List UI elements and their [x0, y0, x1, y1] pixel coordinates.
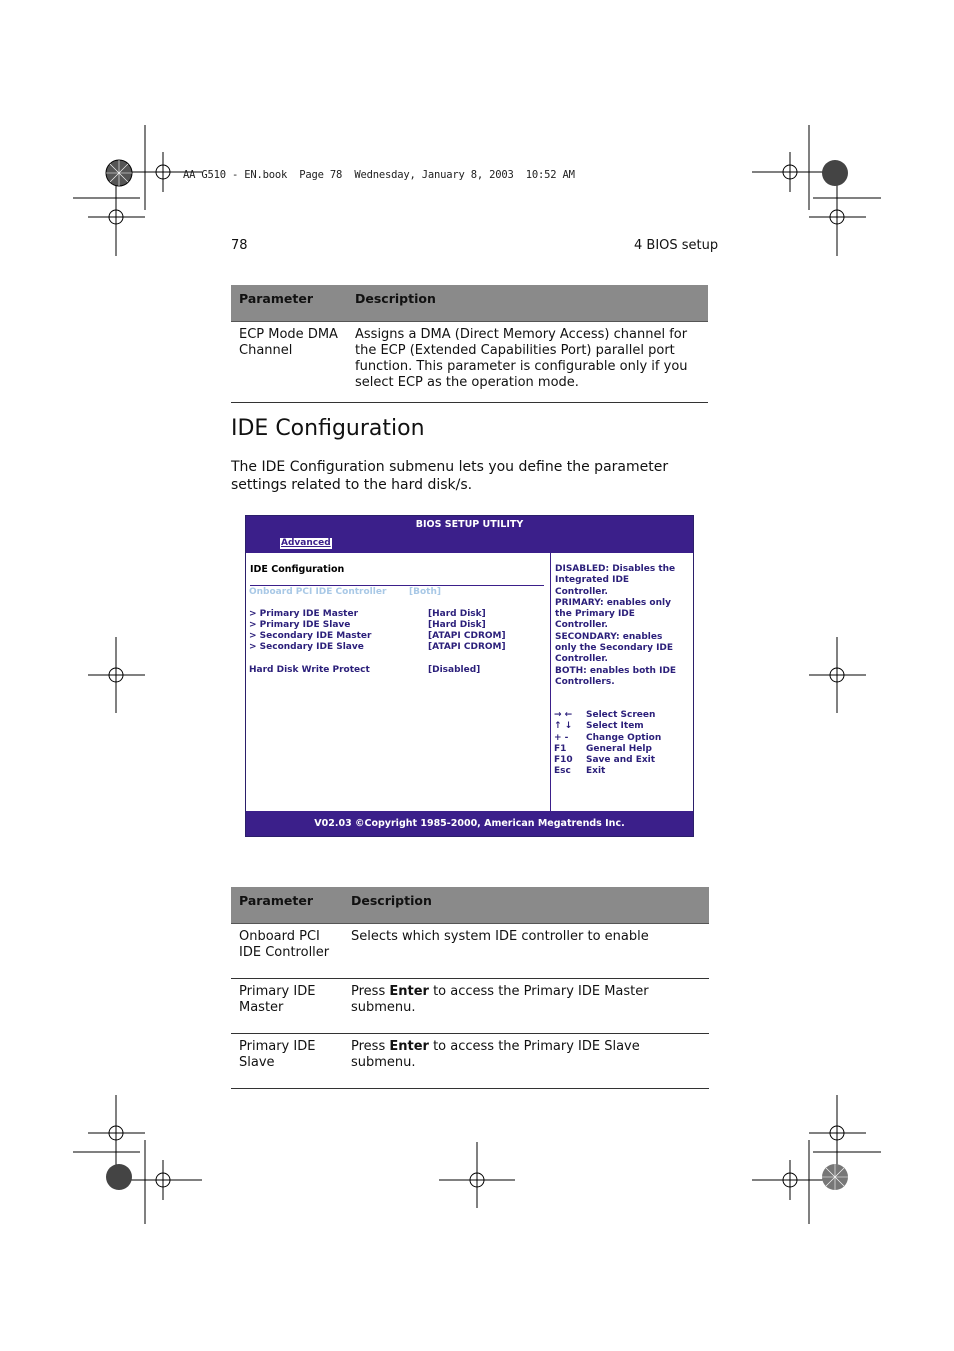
table-row — [231, 979, 709, 1034]
key-f10: F10 — [554, 755, 573, 766]
intro-paragraph: The IDE Configuration submenu lets you define the parameter settings related to the hard disk/s. — [231, 459, 669, 493]
bios-value-onboard-pci-ide[interactable]: [Both] — [409, 587, 441, 597]
running-header: 4 BIOS setup — [634, 238, 719, 253]
key-esc: Esc — [554, 766, 571, 777]
bios-help-text — [555, 564, 690, 688]
help-line: PRIMARY: enables only — [555, 597, 671, 608]
key-action: Select Screen — [586, 710, 656, 720]
key-action: Save and Exit — [586, 755, 656, 766]
column-header-parameter: Parameter — [231, 285, 347, 322]
bios-divider — [550, 553, 551, 812]
help-line: only the Secondary IDE — [555, 643, 674, 654]
bios-item-onboard-pci-ide[interactable]: Onboard PCI IDE Controller — [249, 587, 387, 597]
key-action: General Help — [586, 743, 652, 754]
table-row — [231, 924, 709, 979]
param-cell: Onboard PCI IDE Controller — [231, 924, 343, 979]
param-cell: Primary IDE Master — [231, 979, 343, 1034]
bios-item-secondary-ide-master[interactable]: > Secondary IDE Master — [249, 631, 372, 641]
desc-cell: Press Enter to access the Primary IDE Slave submenu. — [343, 1034, 709, 1089]
parameter-table-2 — [231, 887, 709, 1089]
key-arrows-ud: ↑ ↓ — [554, 721, 573, 732]
bios-item-primary-ide-slave[interactable]: > Primary IDE Slave — [249, 620, 351, 630]
bios-menubar — [246, 534, 693, 553]
key-plus-minus: + - — [554, 732, 569, 743]
bios-item-secondary-ide-slave[interactable]: > Secondary IDE Slave — [249, 642, 364, 652]
key-action: Change Option — [586, 732, 662, 743]
help-line: DISABLED: Disables the — [555, 564, 676, 574]
bios-panel-heading: IDE Configuration — [250, 564, 345, 575]
key-arrows-lr: → ← — [554, 710, 573, 720]
help-line: Controllers. — [555, 676, 615, 687]
tab-advanced[interactable]: Advanced — [281, 538, 331, 548]
help-line: Integrated IDE — [555, 575, 630, 586]
help-line: Controller. — [555, 654, 608, 665]
param-cell: ECP Mode DMA Channel — [231, 322, 347, 403]
section-title: IDE Configuration — [231, 416, 425, 441]
bios-value-primary-ide-slave[interactable]: [Hard Disk] — [428, 620, 486, 630]
table-row — [231, 1034, 709, 1089]
bios-item-primary-ide-master[interactable]: > Primary IDE Master — [249, 609, 359, 619]
help-line: Controller. — [555, 620, 608, 631]
bios-item-hard-disk-write-protect[interactable]: Hard Disk Write Protect — [249, 665, 370, 675]
help-line: the Primary IDE — [555, 609, 635, 620]
bios-divider-rule — [250, 585, 544, 586]
key-action: Select Item — [586, 721, 644, 732]
key-action: Exit — [586, 766, 606, 777]
bios-value-hard-disk-write-protect[interactable]: [Disabled] — [428, 665, 481, 675]
desc-cell: Assigns a DMA (Direct Memory Access) channel for the ECP (Extended Capabilities Port) parallel port function. This parameter is configurable only if you select ECP as the operation mode. — [347, 322, 708, 403]
key-f1: F1 — [554, 743, 567, 754]
bios-screen — [245, 515, 694, 837]
bios-value-secondary-ide-slave[interactable]: [ATAPI CDROM] — [428, 642, 506, 652]
param-cell: Primary IDE Slave — [231, 1034, 343, 1089]
bios-value-primary-ide-master[interactable]: [Hard Disk] — [428, 609, 486, 619]
desc-cell: Press Enter to access the Primary IDE Master submenu. — [343, 979, 709, 1034]
column-header-parameter: Parameter — [231, 887, 343, 924]
column-header-description: Description — [347, 285, 708, 322]
help-line: SECONDARY: enables — [555, 631, 663, 642]
page-number: 78 — [231, 238, 248, 253]
help-line: Controller. — [555, 586, 608, 597]
table-row — [231, 322, 708, 403]
bios-value-secondary-ide-master[interactable]: [ATAPI CDROM] — [428, 631, 506, 641]
bios-footer: V02.03 ©Copyright 1985-2000, American Megatrends Inc. — [246, 811, 693, 836]
book-slug: AA G510 - EN.book Page 78 Wednesday, January 8, 2003 10:52 AM — [183, 169, 575, 181]
column-header-description: Description — [343, 887, 709, 924]
help-line: BOTH: enables both IDE — [555, 665, 677, 676]
bios-title: BIOS SETUP UTILITY — [246, 516, 693, 534]
parameter-table-1 — [231, 285, 708, 403]
desc-cell: Selects which system IDE controller to enable — [343, 924, 709, 979]
